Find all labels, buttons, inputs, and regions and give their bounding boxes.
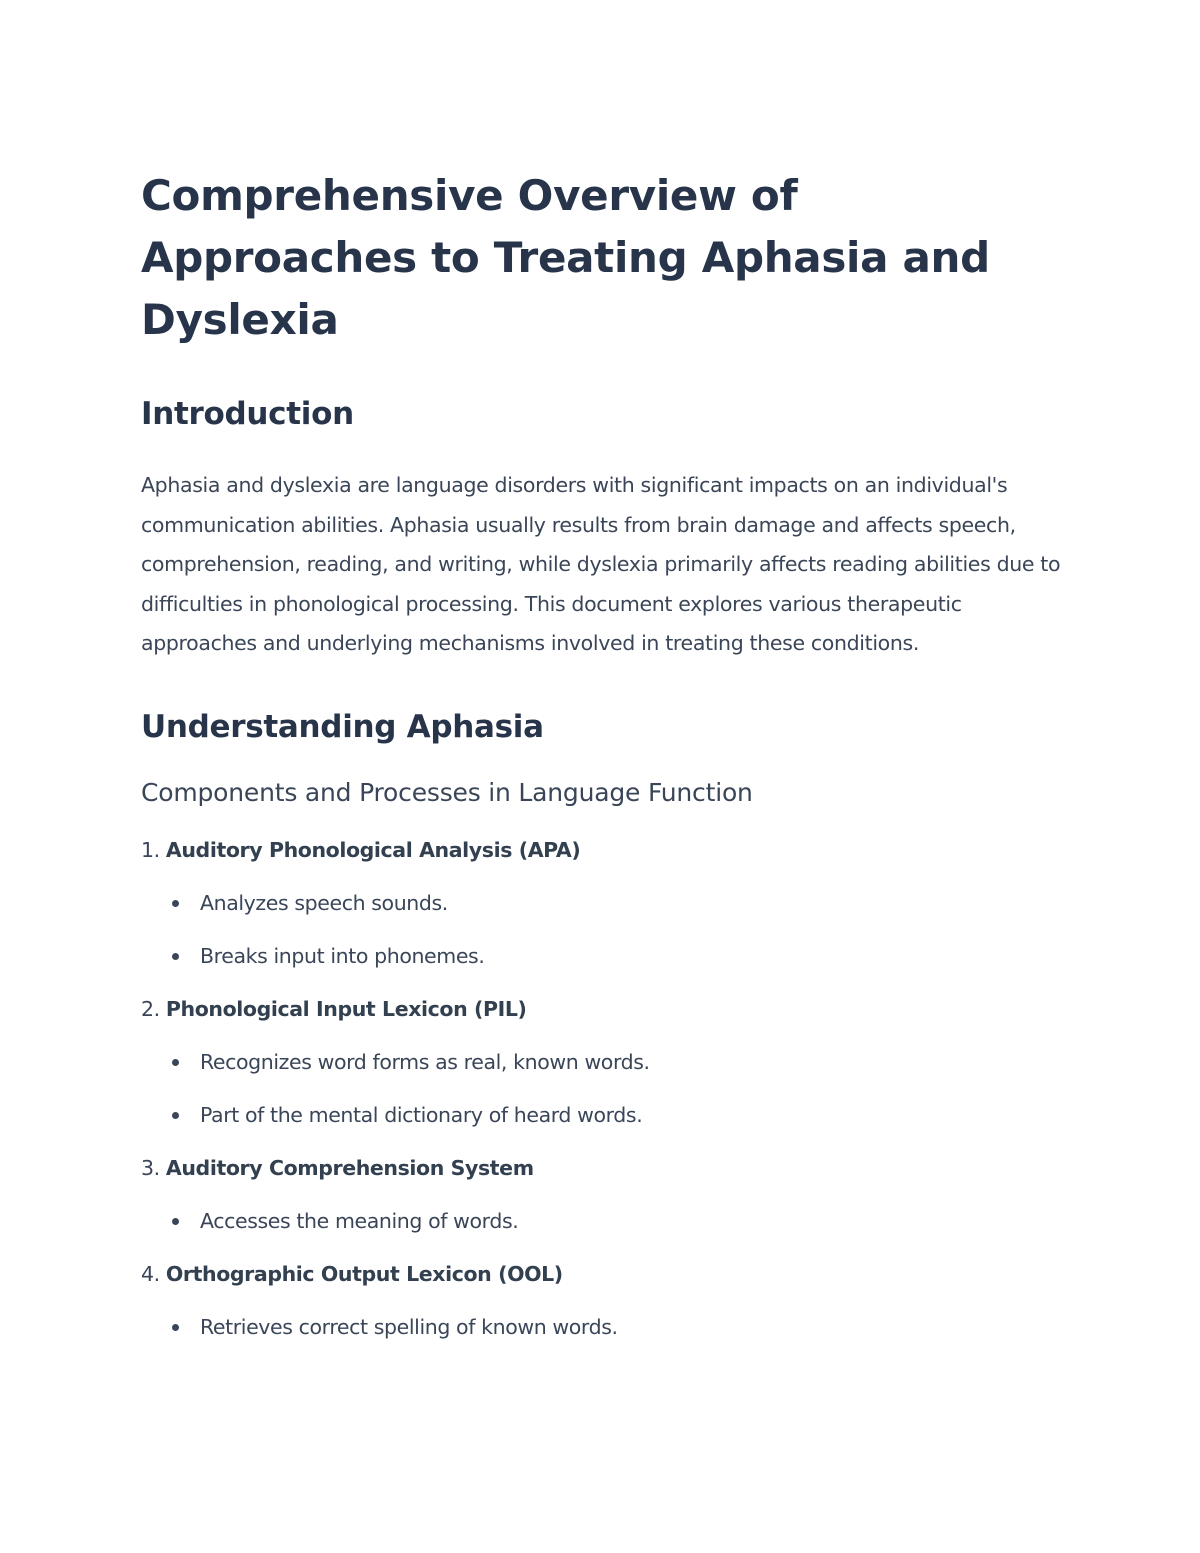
detail-text: Retrieves correct spelling of known words. (200, 1314, 618, 1339)
component-title (141, 985, 1071, 1038)
component-item (141, 985, 1071, 1144)
introduction-heading: Introduction (141, 396, 354, 432)
detail-item (141, 1197, 1071, 1250)
understanding-aphasia-heading: Understanding Aphasia (141, 708, 544, 745)
component-item (141, 826, 1071, 985)
introduction-paragraph: Aphasia and dyslexia are language disorders with significant impacts on an individual's communication abilities. Aphasia usually results from brain damage and affects speech, comprehension, reading, and writing, while dyslexia primarily affects reading abilities due to difficulties in phonological processing. This document explores various therapeutic approaches and underlying mechanisms involved in treating these conditions. (141, 473, 1061, 655)
detail-text: Breaks input into phonemes. (200, 943, 485, 968)
detail-text: Analyzes speech sounds. (200, 890, 448, 915)
title-line: Comprehensive Overview of (141, 171, 798, 220)
document-page (141, 165, 1071, 1356)
component-details (141, 1303, 1071, 1356)
component-name: Auditory Phonological Analysis (APA) (165, 837, 581, 862)
detail-item (141, 1303, 1071, 1356)
detail-text: Recognizes word forms as real, known words. (200, 1049, 650, 1074)
component-number: 2. (141, 996, 160, 1021)
detail-text: Accesses the meaning of words. (200, 1208, 519, 1233)
detail-item (141, 1091, 1071, 1144)
bullet-icon (172, 900, 179, 907)
component-name: Phonological Input Lexicon (PIL) (165, 996, 527, 1021)
detail-text: Part of the mental dictionary of heard words. (200, 1102, 643, 1127)
component-title (141, 1144, 1071, 1197)
bullet-icon (172, 1324, 179, 1331)
component-details (141, 879, 1071, 985)
bullet-icon (172, 1218, 179, 1225)
document-title (141, 165, 1071, 351)
components-subheading: Components and Processes in Language Function (141, 777, 753, 807)
component-number: 4. (141, 1261, 160, 1286)
component-item (141, 1250, 1071, 1356)
title-line: Dyslexia (141, 295, 339, 344)
detail-item (141, 932, 1071, 985)
component-name: Auditory Comprehension System (165, 1155, 534, 1180)
bullet-icon (172, 1112, 179, 1119)
detail-item (141, 879, 1071, 932)
component-item (141, 1144, 1071, 1250)
components-list (141, 826, 1071, 1356)
component-details (141, 1038, 1071, 1144)
title-line: Approaches to Treating Aphasia and (141, 233, 990, 282)
bullet-icon (172, 953, 179, 960)
component-number: 3. (141, 1155, 160, 1180)
component-name: Orthographic Output Lexicon (OOL) (165, 1261, 563, 1286)
bullet-icon (172, 1059, 179, 1066)
component-title (141, 1250, 1071, 1303)
detail-item (141, 1038, 1071, 1091)
component-title (141, 826, 1071, 879)
component-number: 1. (141, 837, 160, 862)
component-details (141, 1197, 1071, 1250)
